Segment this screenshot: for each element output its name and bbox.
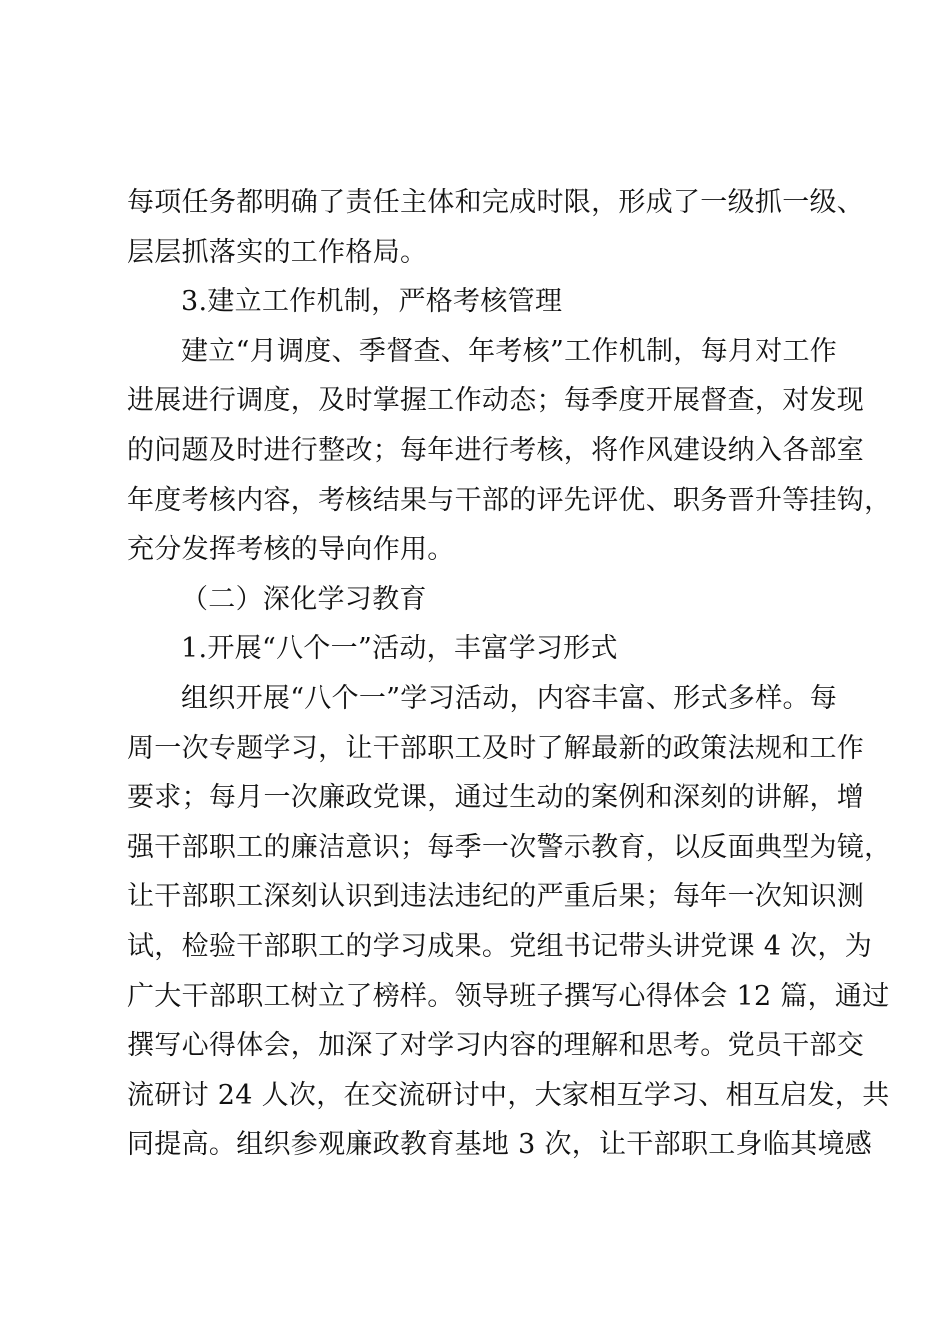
- text-line: 要求；每月一次廉政党课，通过生动的案例和深刻的讲解，增: [127, 782, 865, 814]
- section-heading-3: 3.建立工作机制，严格考核管理: [181, 286, 563, 318]
- text-line: 建立“月调度、季督查、年考核”工作机制，每月对工作: [181, 335, 838, 367]
- text-line: 充分发挥考核的导向作用。: [127, 534, 455, 566]
- text-line: 同提高。组织参观廉政教育基地 3 次，让干部职工身临其境感: [127, 1129, 873, 1161]
- text-line: 层层抓落实的工作格局。: [127, 236, 428, 268]
- text-line: 广大干部职工树立了榜样。领导班子撰写心得体会 12 篇，通过: [127, 980, 890, 1012]
- text-line: 周一次专题学习，让干部职工及时了解最新的政策法规和工作: [127, 732, 865, 764]
- text-line: 撰写心得体会，加深了对学习内容的理解和思考。党员干部交: [127, 1030, 865, 1062]
- text-line: 组织开展“八个一”学习活动，内容丰富、形式多样。每: [181, 682, 838, 714]
- text-line: 年度考核内容，考核结果与干部的评先评优、职务晋升等挂钩，: [127, 484, 892, 516]
- section-heading-2: （二）深化学习教育: [181, 583, 427, 615]
- text-line: 流研讨 24 人次，在交流研讨中，大家相互学习、相互启发，共: [127, 1079, 890, 1111]
- text-line: 试，检验干部职工的学习成果。党组书记带头讲党课 4 次，为: [127, 930, 873, 962]
- text-line: 的问题及时进行整改；每年进行考核，将作风建设纳入各部室: [127, 434, 865, 466]
- text-line: 让干部职工深刻认识到违法违纪的严重后果；每年一次知识测: [127, 881, 865, 913]
- text-line: 每项任务都明确了责任主体和完成时限，形成了一级抓一级、: [127, 187, 865, 218]
- document-body: [127, 178, 892, 1170]
- text-line: 进展进行调度，及时掌握工作动态；每季度开展督查，对发现: [127, 385, 865, 417]
- section-heading-1: 1.开展“八个一”活动，丰富学习形式: [181, 633, 618, 665]
- text-line: 强干部职工的廉洁意识；每季一次警示教育，以反面典型为镜，: [127, 831, 892, 863]
